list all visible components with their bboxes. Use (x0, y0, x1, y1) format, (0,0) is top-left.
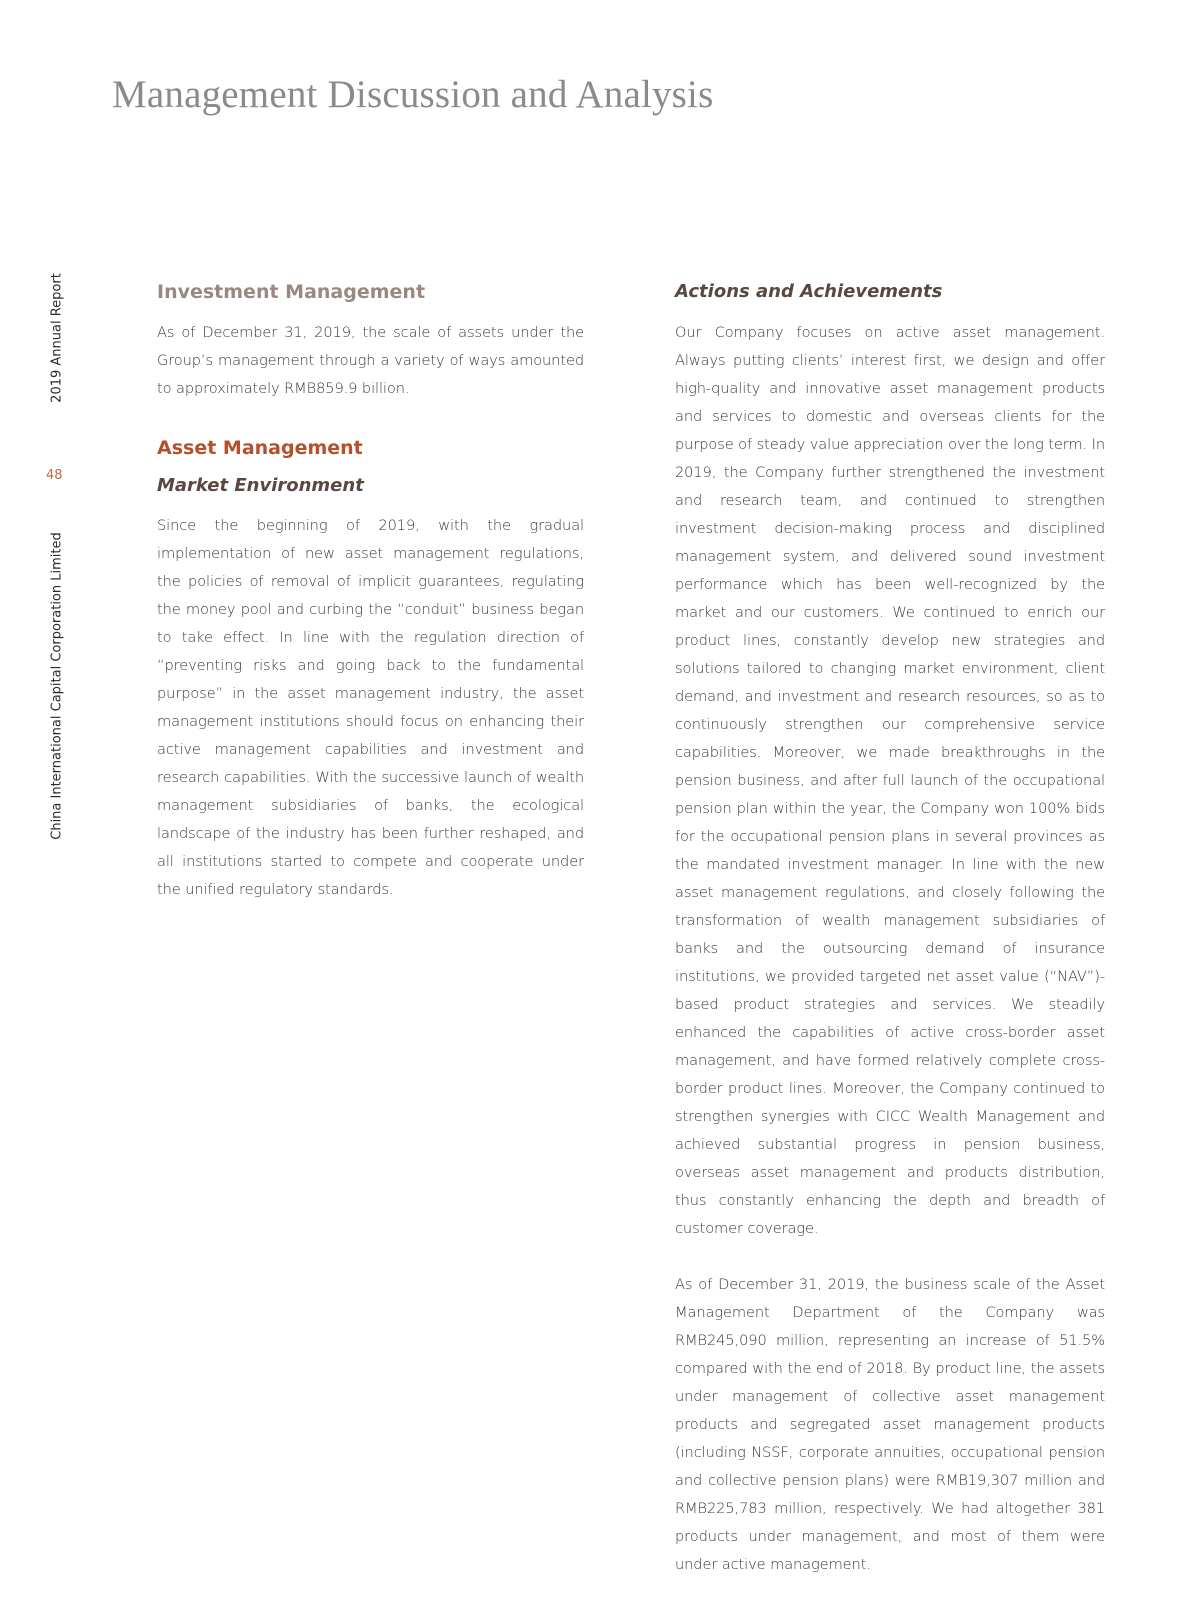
investment-management-section (157, 280, 584, 403)
investment-management-paragraph: As of December 31, 2019, the scale of assets under the Group’s management through a variety of ways amounted to approximately RMB859.9 billion. (157, 324, 584, 397)
actions-achievements-section (675, 280, 1105, 1579)
investment-management-heading: Investment Management (157, 281, 426, 303)
actions-achievements-heading: Actions and Achievements (675, 281, 943, 302)
actions-achievements-paragraph-1: Our Company focuses on active asset management. Always putting clients’ interest first, we design and offer high-quality and innovative asset management products and services to domestic and overseas clients for the purpose of steady value appreciation over the long term. In 2019, the Company further strengthened the investment and research team, and continued to strengthen investment decision-making process and disciplined management system, and delivered sound investment performance which has been well-recognized by the market and our customers. We continued to enrich our product lines, constantly develop new strategies and solutions tailored to changing market environment, client demand, and investment and research resources, so as to continuously strengthen our comprehensive service capabilities. Moreover, we made breakthroughs in the pension business, and after full launch of the occupational pension plan within the year, the Company won 100% bids for the occupational pension plans in several provinces as the mandated investment manager. In line with the new asset management regulations, and closely following the transformation of wealth management subsidiaries of banks and the outsourcing demand of insurance institutions, we provided targeted net asset value (“NAV”)-based product strategies and services. We steadily enhanced the capabilities of active cross-border asset management, and have formed relatively complete cross-border product lines. Moreover, the Company continued to strengthen synergies with CICC Wealth Management and achieved substantial progress in pension business, overseas asset management and products distribution, thus constantly enhancing the depth and breadth of customer coverage. (675, 324, 1105, 1237)
right-column (675, 280, 1105, 1579)
side-rail (42, 270, 72, 870)
actions-achievements-paragraph-2: As of December 31, 2019, the business scale of the Asset Management Department of the Company was RMB245,090 million, representing an increase of 51.5% compared with the end of 2018. By product line, the assets under management of collective asset management products and segregated asset management products (including NSSF, corporate annuities, occupational pension and collective pension plans) were RMB19,307 million and RMB225,783 million, respectively. We had altogether 381 products under management, and most of them were under active management. (675, 1276, 1105, 1573)
page-number: 48 (46, 468, 63, 483)
asset-management-heading: Asset Management (157, 437, 363, 459)
left-column (157, 280, 584, 904)
market-environment-heading: Market Environment (157, 475, 364, 496)
company-name-text: China International Capital Corporation Limited (49, 532, 65, 840)
annual-report-text: 2019 Annual Report (49, 272, 65, 403)
page-title: Management Discussion and Analysis (112, 73, 714, 116)
market-environment-paragraph: Since the beginning of 2019, with the gradual implementation of new asset management regulations, the policies of removal of implicit guarantees, regulating the money pool and curbing the “conduit” business began to take effect. In line with the regulation direction of “preventing risks and going back to the fundamental purpose” in the asset management industry, the asset management institutions should focus on enhancing their active management capabilities and investment and research capabilities. With the successive launch of wealth management subsidiaries of banks, the ecological landscape of the industry has been further reshaped, and all institutions started to compete and cooperate under the unified regulatory standards. (157, 517, 584, 898)
asset-management-section (157, 436, 584, 904)
annual-report-label (42, 270, 72, 405)
company-name-label (42, 530, 72, 842)
